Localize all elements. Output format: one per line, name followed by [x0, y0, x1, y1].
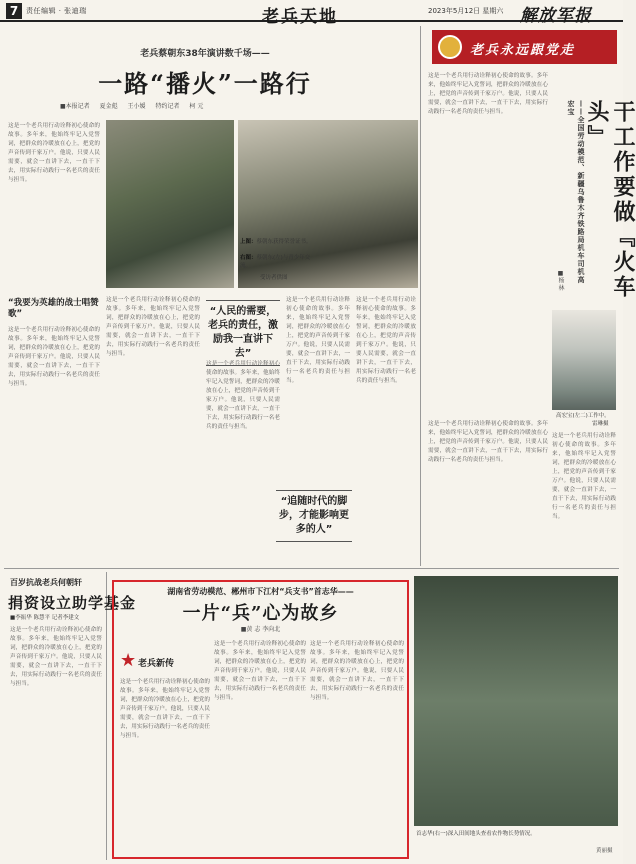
driver-photo — [552, 310, 616, 410]
article-column: 这是一个老兵用行动诠释初心使命的故事。多年来，他始终牢记入党誓词，把群众的冷暖放在心上，把党的声音传到千家万户。他说，只要人民需要，就会一直讲下去，一直干下去，用实际行动践行一名老兵的责任与担当。 — [106, 297, 200, 357]
subheading: “追随时代的脚步，才能影响更多的人” — [276, 490, 352, 542]
series-banner: 老兵永远跟党走 — [432, 30, 617, 64]
editor-credit: 责任编辑 · 张迪瑞 — [26, 7, 87, 15]
column-divider — [106, 572, 107, 860]
photo-caption: 高宏宝(左二)工作中。 — [556, 413, 610, 419]
photo-caption: 右图：蔡朝东(左)与青少年交流。 — [240, 255, 311, 269]
photo-caption: 首志华(右一)深入田间地头查看农作物长势情况。 — [416, 831, 536, 837]
section-divider — [4, 568, 619, 569]
column-tag: ★ 老兵新传 — [120, 650, 175, 671]
highlighted-kicker: 湖南省劳动模范、郴州市下江村“兵支书”首志华—— — [167, 587, 354, 596]
photo-credit: 黄丽摄 — [596, 848, 613, 854]
bottom-left-kicker: 百岁抗战老兵何朝轩 — [10, 578, 82, 587]
article-column: 这是一个老兵用行动诠释初心使命的故事。多年来，他始终牢记入党誓词，把群众的冷暖放在心上，把党的声音传到千家万户。他说，只要人民需要，就会一直讲下去，一直干下去，用实际行动践行一名老兵的责任与担当。 — [8, 123, 100, 183]
page-header — [0, 0, 623, 27]
highlighted-byline: ■黄 志 李向北 — [240, 626, 281, 633]
article-column: 这是一个老兵用行动诠释初心使命的故事。多年来，他始终牢记入党誓词，把群众的冷暖放在心上，把党的声音传到千家万户。他说，只要人民需要，就会一直讲下去，一直干下去，用实际行动践行一名老兵的责任与担当。 — [120, 679, 210, 739]
highlighted-title: 一片“兵”心为故乡 — [182, 603, 339, 624]
article-column: 这是一个老兵用行动诠释初心使命的故事。多年来，他始终牢记入党誓词，把群众的冷暖放在心上，把党的声音传到千家万户。他说，只要人民需要，就会一直讲下去，一直干下去，用实际行动践行一名老兵的责任与担当。 — [206, 361, 280, 430]
article-column: 这是一个老兵用行动诠释初心使命的故事。多年来，他始终牢记入党誓词，把群众的冷暖放在心上，把党的声音传到千家万户。他说，只要人民需要，就会一直讲下去，一直干下去，用实际行动践行一名老兵的责任与担当。 — [356, 297, 416, 384]
photo-credit: 受访者供图 — [260, 275, 288, 281]
feature-byline: ■本报记者 夏金彪 王小媛 特约记者 柯 元 — [60, 103, 204, 110]
star-icon: ★ — [120, 650, 137, 671]
bottom-left-byline: ■李振华 陈慧平 记者李建文 — [10, 615, 80, 621]
article-column: 这是一个老兵用行动诠释初心使命的故事。多年来，他始终牢记入党誓词，把群众的冷暖放在心上，把党的声音传到千家万户。他说，只要人民需要，就会一直讲下去，一直干下去，用实际行动践行一名老兵的责任与担当。 — [8, 327, 100, 387]
masthead-logo: 解放军报 — [520, 6, 592, 26]
subheading: “人民的需要，老兵的责任，激励我一直讲下去” — [206, 300, 280, 366]
article-column: 这是一个老兵用行动诠释初心使命的故事。多年来，他始终牢记入党誓词，把群众的冷暖放在心上，把党的声音传到千家万户。他说，只要人民需要，就会一直讲下去，一直干下去，用实际行动践行一名老兵的责任与担当。 — [10, 627, 102, 687]
article-column: 这是一个老兵用行动诠释初心使命的故事。多年来，他始终牢记入党誓词，把群众的冷暖放在心上，把党的声音传到千家万户。他说，只要人民需要，就会一直讲下去，一直干下去，用实际行动践行一名老兵的责任与担当。 — [428, 73, 548, 115]
feature-kicker: 老兵蔡朝东38年演讲数千场—— — [140, 49, 270, 59]
bottom-left-title: 捐资设立助学基金 — [8, 594, 137, 612]
article-column: 这是一个老兵用行动诠释初心使命的故事。多年来，他始终牢记入党誓词，把群众的冷暖放在心上，把党的声音传到千家万户。他说，只要人民需要，就会一直讲下去，一直干下去，用实际行动践行一名老兵的责任与担当。 — [428, 421, 548, 463]
article-column: 这是一个老兵用行动诠释初心使命的故事。多年来，他始终牢记入党誓词，把群众的冷暖放在心上，把党的声音传到千家万户。他说，只要人民需要，就会一直讲下去，一直干下去，用实际行动践行一名老兵的责任与担当。 — [552, 433, 616, 520]
photo-credit: 雷琳摄 — [592, 421, 609, 427]
section-title: 老兵天地 — [262, 7, 338, 27]
subheading: “我要为英雄的战士唱赞歌” — [8, 298, 99, 319]
page-number: 7 — [6, 3, 22, 19]
veteran-photo — [106, 120, 234, 288]
article-column: 这是一个老兵用行动诠释初心使命的故事。多年来，他始终牢记入党誓词，把群众的冷暖放在心上，把党的声音传到千家万户。他说，只要人民需要，就会一直讲下去，一直干下去，用实际行动践行一名老兵的责任与担当。 — [310, 641, 404, 701]
right-article-subtitle: ——全国劳动模范、新疆乌鲁木齐铁路局机车司机高宏宝 — [567, 100, 585, 284]
article-column: 这是一个老兵用行动诠释初心使命的故事。多年来，他始终牢记入党誓词，把群众的冷暖放在心上，把党的声音传到千家万户。他说，只要人民需要，就会一直讲下去，一直干下去，用实际行动践行一名老兵的责任与担当。 — [286, 297, 350, 384]
photo-caption: 上图：蔡朝东获得荣誉证书。 — [240, 239, 312, 245]
article-column: 这是一个老兵用行动诠释初心使命的故事。多年来，他始终牢记入党誓词，把群众的冷暖放在心上，把党的声音传到千家万户。他说，只要人民需要，就会一直讲下去，一直干下去，用实际行动践行一名老兵的责任与担当。 — [214, 641, 306, 701]
greenhouse-photo — [414, 576, 618, 826]
issue-date: 2023年5月12日 星期六 — [428, 7, 504, 15]
feature-title: 一路“播火”一路行 — [98, 69, 312, 98]
right-article-author: ■杨 林 — [557, 270, 564, 291]
right-article-title: 干工作要做『火车头』 — [584, 100, 636, 300]
column-divider — [420, 26, 421, 566]
party-emblem-icon — [438, 35, 462, 59]
